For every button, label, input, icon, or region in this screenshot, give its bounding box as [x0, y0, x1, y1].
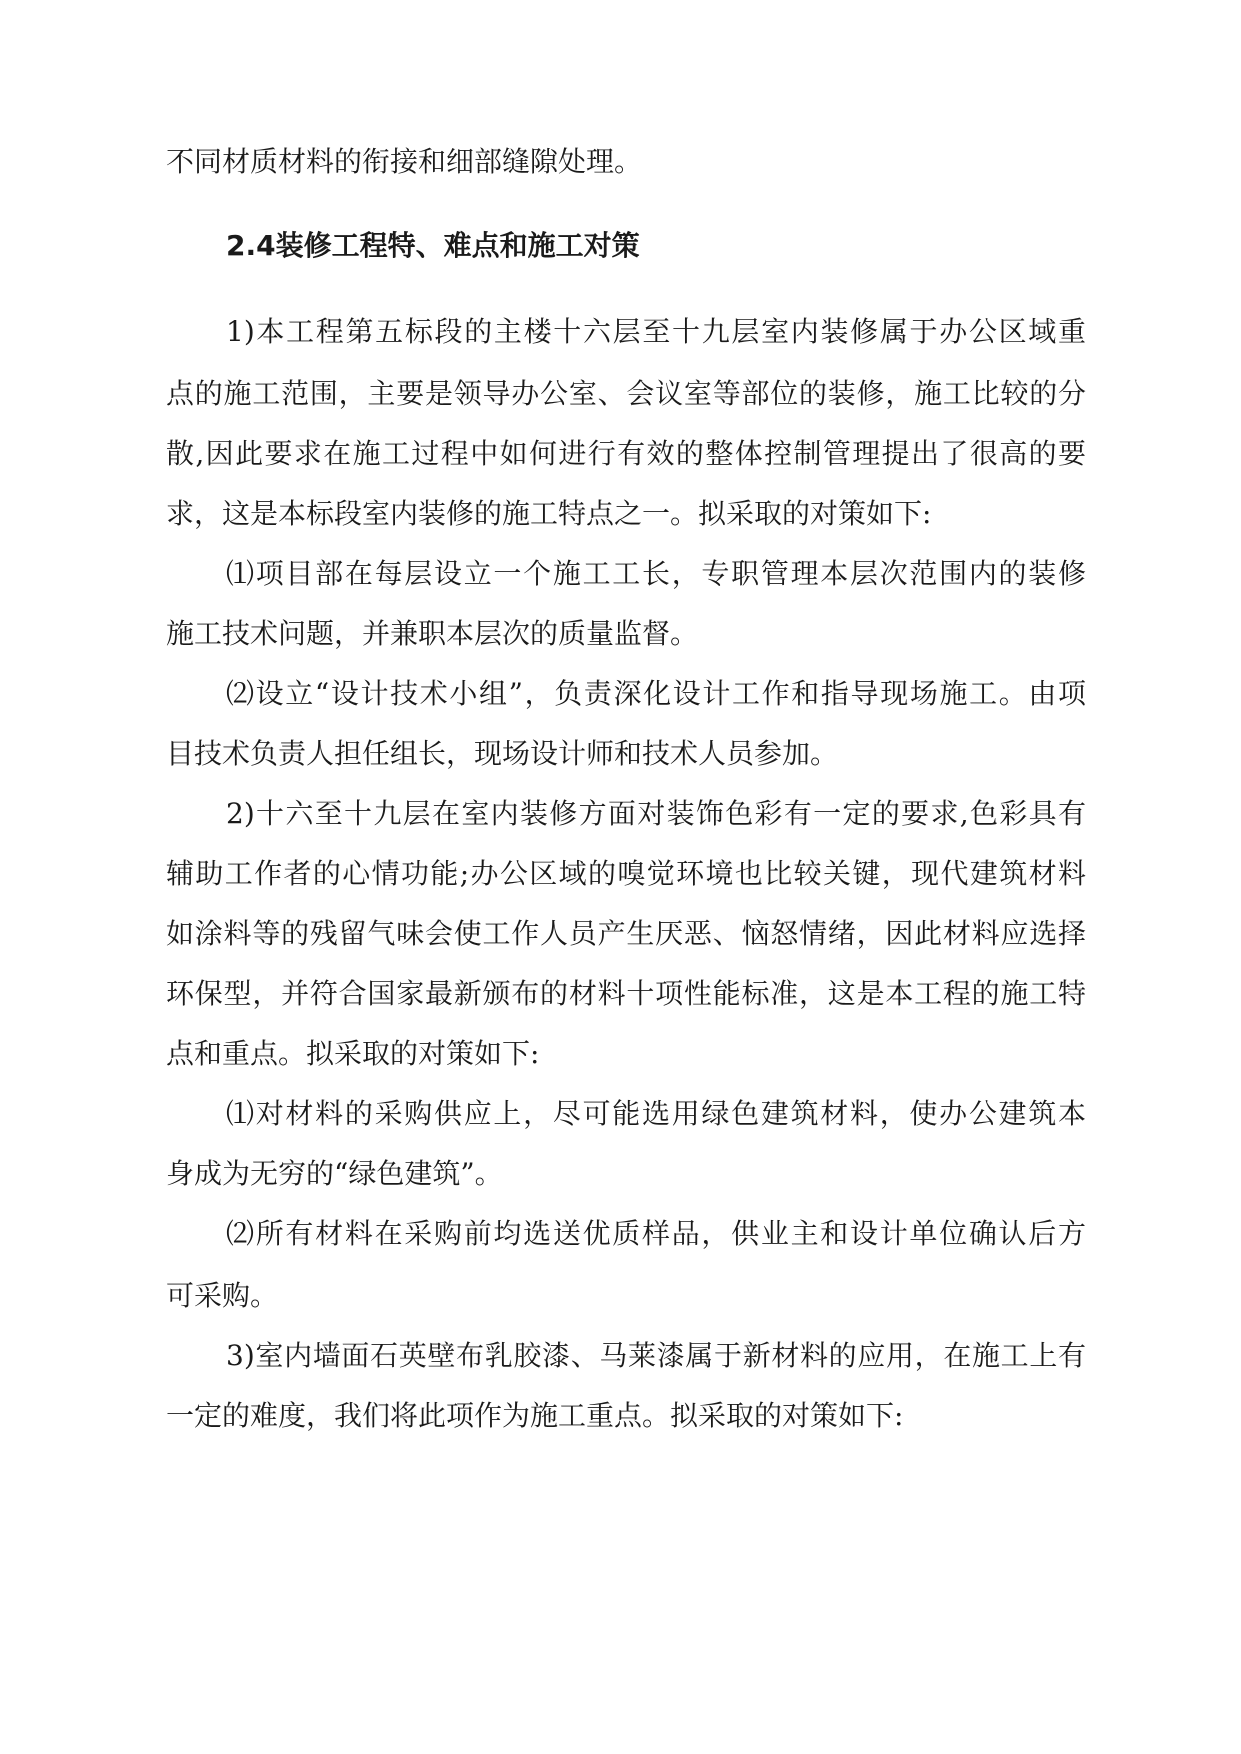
- list-item-line: ⑴项目部在每层设立一个施工工长，专职管理本层次范围内的装修: [226, 557, 1086, 590]
- list-item-line: 可采购。: [166, 1279, 279, 1312]
- paragraph-line: 如涂料等的残留气味会使工作人员产生厌恶、恼怒情绪，因此材料应选择: [166, 917, 1086, 950]
- paragraph-line: 点和重点。拟采取的对策如下:: [166, 1037, 540, 1070]
- paragraph-line: 散,因此要求在施工过程中如何进行有效的整体控制管理提出了很高的要: [166, 437, 1086, 470]
- list-item-line: ⑴对材料的采购供应上，尽可能选用绿色建筑材料，使办公建筑本: [226, 1097, 1086, 1130]
- paragraph-line: 2)十六至十九层在室内装修方面对装饰色彩有一定的要求,色彩具有: [226, 797, 1086, 830]
- paragraph-line: 环保型，并符合国家最新颁布的材料十项性能标准，这是本工程的施工特: [166, 977, 1086, 1010]
- paragraph-line: 1)本工程第五标段的主楼十六层至十九层室内装修属于办公区域重: [226, 315, 1086, 348]
- list-item-line: 目技术负责人担任组长，现场设计师和技术人员参加。: [166, 737, 839, 770]
- paragraph-line: 不同材质材料的衔接和细部缝隙处理。: [166, 145, 643, 178]
- paragraph-line: 一定的难度，我们将此项作为施工重点。拟采取的对策如下:: [166, 1399, 904, 1432]
- paragraph-line: 3)室内墙面石英壁布乳胶漆、马莱漆属于新材料的应用，在施工上有: [226, 1339, 1086, 1372]
- list-item-line: 施工技术问题，并兼职本层次的质量监督。: [166, 617, 699, 650]
- section-heading: 2.4装修工程特、难点和施工对策: [226, 229, 640, 262]
- paragraph-line: 求，这是本标段室内装修的施工特点之一。拟采取的对策如下:: [166, 497, 932, 530]
- paragraph-line: 点的施工范围，主要是领导办公室、会议室等部位的装修，施工比较的分: [166, 377, 1086, 410]
- list-item-line: 身成为无穷的“绿色建筑”。: [166, 1157, 503, 1190]
- list-item-line: ⑵设立“设计技术小组”，负责深化设计工作和指导现场施工。由项: [226, 677, 1086, 710]
- paragraph-line: 辅助工作者的心情功能;办公区域的嗅觉环境也比较关键，现代建筑材料: [166, 857, 1086, 890]
- list-item-line: ⑵所有材料在采购前均选送优质样品，供业主和设计单位确认后方: [226, 1217, 1086, 1250]
